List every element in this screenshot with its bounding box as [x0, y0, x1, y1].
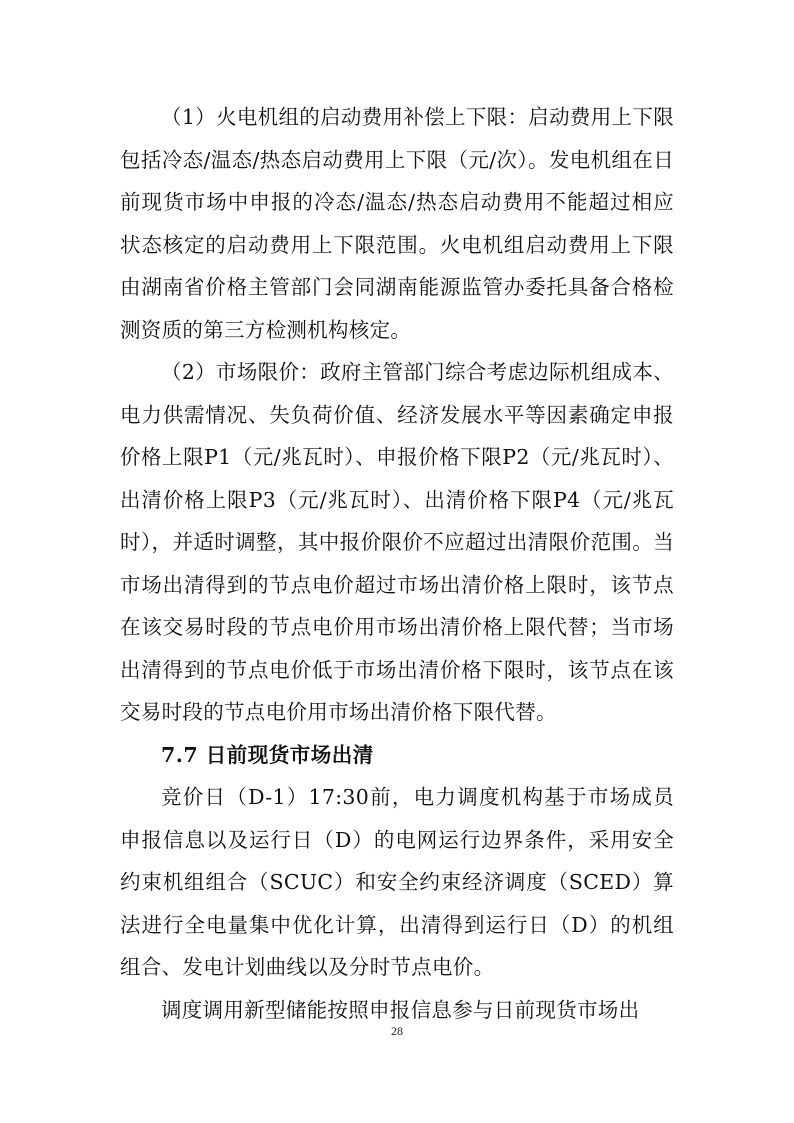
section-heading: 7.7 日前现货市场出清	[161, 742, 374, 767]
document-body	[120, 96, 674, 1031]
paragraph-startup-cost-limits: （1）火电机组的启动费用补偿上下限：启动费用上下限包括冷态/温态/热态启动费用上下限（元/次）。发电机组在日前现货市场中申报的冷态/温态/热态启动费用不能超过相应状态核定的启动费用上下限范围。火电机组启动费用上下限由湖南省价格主管部门会同湖南能源监管办委托具备合格检测资质的第三方检测机构核定。	[120, 105, 674, 342]
paragraph-day-ahead-clearing: 竞价日（D-1）17:30前，电力调度机构基于市场成员申报信息以及运行日（D）的电网运行边界条件，采用安全约束机组组合（SCUC）和安全约束经济调度（SCED）算法进行全电量集中优化计算，出清得到运行日（D）的机组组合、发电计划曲线以及分时节点电价。	[120, 785, 674, 979]
page-number: 28	[391, 1024, 403, 1038]
paragraph-storage-dispatch: 调度调用新型储能按照申报信息参与日前现货市场出	[161, 997, 640, 1022]
paragraph-market-price-limits: （2）市场限价：政府主管部门综合考虑边际机组成本、电力供需情况、失负荷价值、经济发展水平等因素确定申报价格上限P1（元/兆瓦时）、申报价格下限P2（元/兆瓦时）、出清价格上限P3（元/兆瓦时）、出清价格下限P4（元/兆瓦时），并适时调整，其中报价限价不应超过出清限价范围。当市场出清得到的节点电价超过市场出清价格上限时，该节点在该交易时段的节点电价用市场出清价格上限代替；当市场出清得到的节点电价低于市场出清价格下限时，该节点在该交易时段的节点电价用市场出清价格下限代替。	[120, 360, 674, 724]
